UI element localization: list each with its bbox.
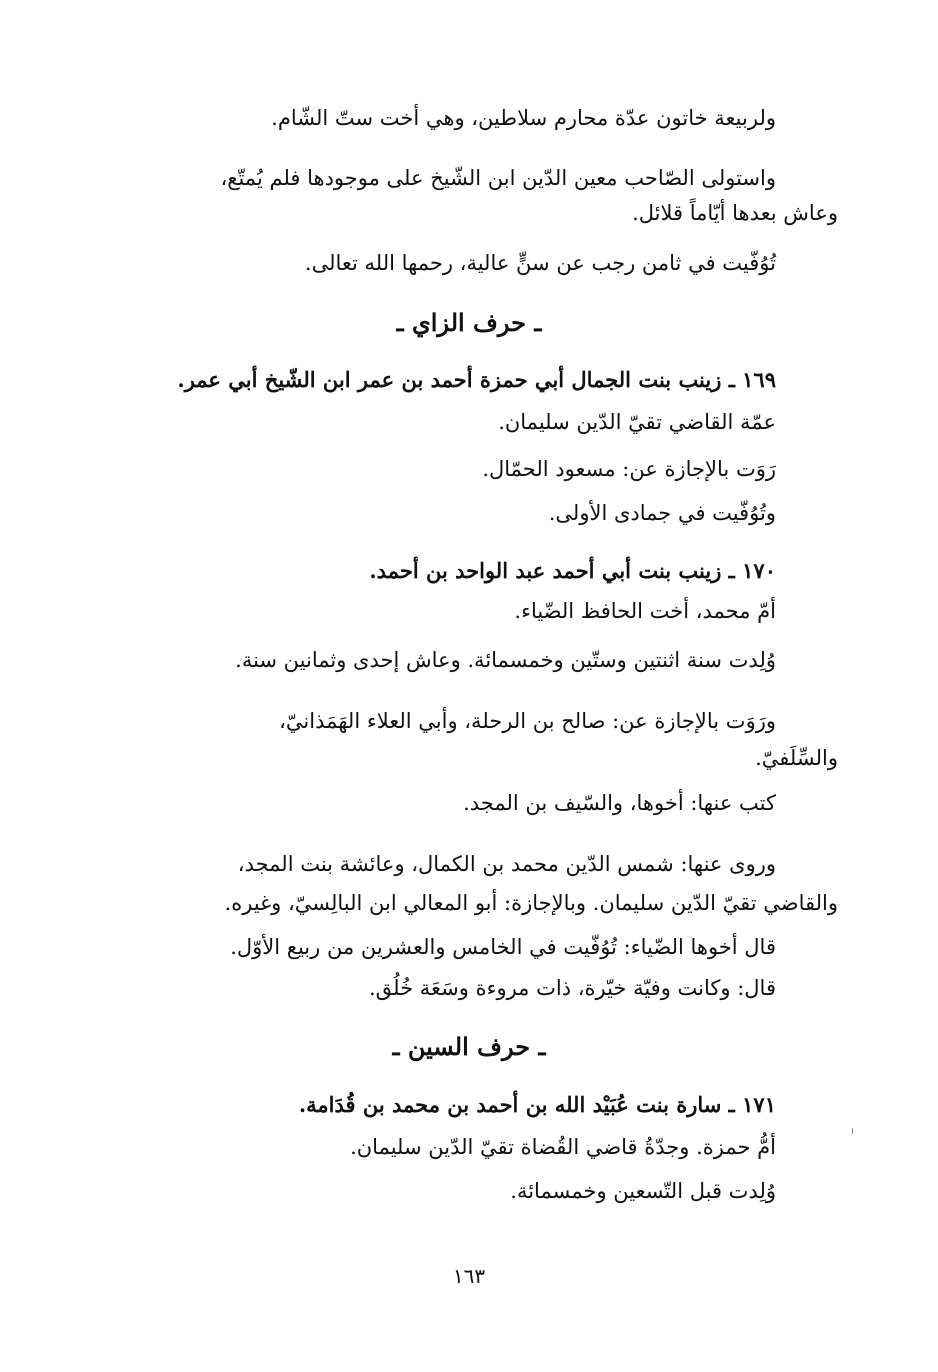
text-line: وُلِدت سنة اثنتين وستّين وخمسمائة. وعاش إحدى وثمانين سنة.: [235, 648, 776, 672]
text-line: والقاضي تقيّ الدّين سليمان. وبالإجازة: أبو المعالي ابن البالِسيّ، وغيره.: [224, 891, 838, 915]
text-line: وروى عنها: شمس الدّين محمد بن الكمال، وعائشة بنت المجد،: [237, 852, 776, 876]
text-line: قال أخوها الضّياء: تُوُفّيت في الخامس والعشرين من ربيع الأوّل.: [230, 935, 776, 959]
section-heading-sin: ـ حرف السين ـ: [392, 1032, 546, 1061]
text-line: وعاش بعدها أيّاماً قلائل.: [632, 201, 838, 225]
text-line: وُلِدت قبل التّسعين وخمسمائة.: [510, 1179, 776, 1203]
entry-title-171: ١٧١ ـ سارة بنت عُبَيْد الله بن أحمد بن محمد بن قُدَامة.: [298, 1092, 776, 1117]
entry-title-170: ١٧٠ ـ زينب بنت أبي أحمد عبد الواحد بن أحمد.: [369, 558, 776, 583]
text-line: ورَوَت بالإجازة عن: صالح بن الرحلة، وأبي العلاء الهَمَذانيّ،: [279, 709, 776, 733]
margin-mark: [852, 1128, 853, 1134]
text-line: رَوَت بالإجازة عن: مسعود الحمّال.: [482, 457, 776, 481]
text-line: أمُّ حمزة. وجدّةُ قاضي القُضاة تقيّ الدّين سليمان.: [350, 1135, 776, 1159]
section-heading-zay: ـ حرف الزاي ـ: [396, 308, 542, 337]
text-line: ولربيعة خاتون عدّة محارم سلاطين، وهي أخت ستّ الشّام.: [271, 106, 776, 130]
text-line: والسِّلَفيّ.: [755, 746, 838, 770]
text-line: عمّة القاضي تقيّ الدّين سليمان.: [498, 410, 776, 434]
text-line: قال: وكانت وفيّة خيّرة، ذات مروءة وسَعَة خُلُق.: [368, 976, 776, 1000]
text-line: واستولى الصّاحب معين الدّين ابن الشّيخ على موجودها فلم يُمتّع،: [220, 166, 776, 190]
text-line: وتُوُفّيت في جمادى الأولى.: [548, 501, 776, 525]
entry-title-169: ١٦٩ ـ زينب بنت الجمال أبي حمزة أحمد بن عمر ابن الشّيخ أبي عمر.: [177, 367, 776, 392]
text-line: أمّ محمد، أخت الحافظ الضّياء.: [514, 599, 776, 623]
text-line: كتب عنها: أخوها، والسّيف بن المجد.: [463, 791, 776, 815]
text-line: تُوُفّيت في ثامن رجب عن سنٍّ عالية، رحمها الله تعالى.: [304, 251, 776, 275]
page-number: ١٦٣: [452, 1264, 486, 1288]
